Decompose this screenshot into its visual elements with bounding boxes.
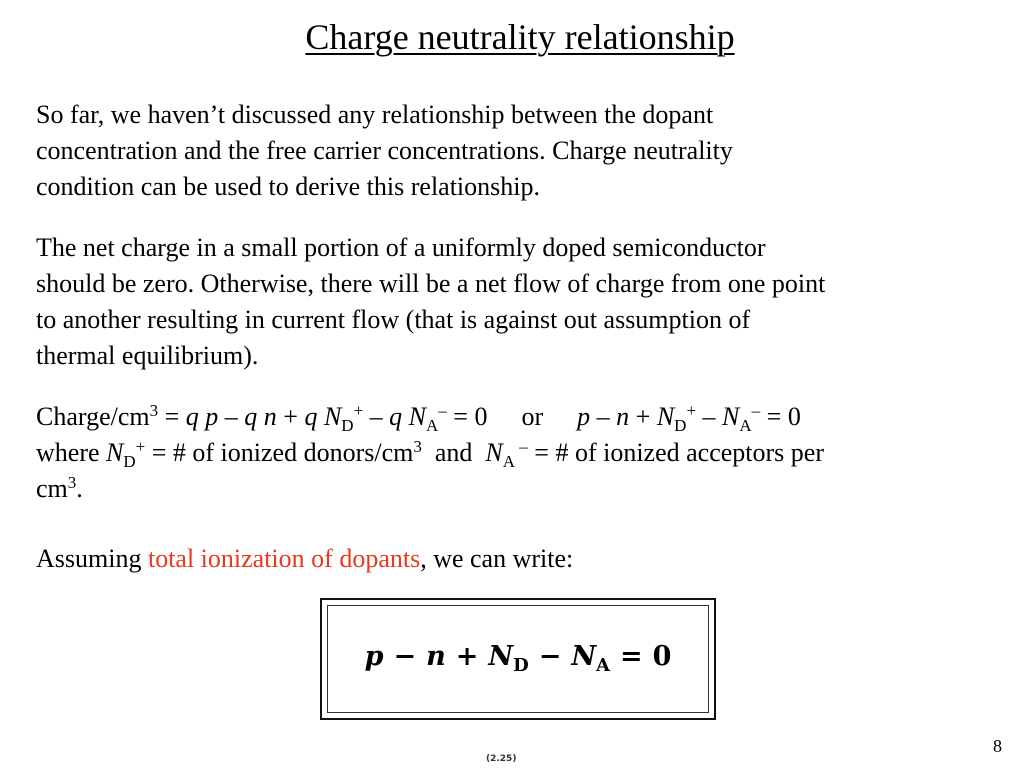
eq-symbol: n	[426, 641, 446, 672]
variable: q n	[244, 402, 277, 431]
net-charge-paragraph	[36, 230, 996, 374]
intro-paragraph	[36, 97, 996, 205]
superscript: –	[515, 437, 528, 456]
eq-symbol: 0	[652, 641, 672, 672]
subscript: A	[426, 416, 439, 435]
page-number: 8	[993, 736, 1002, 756]
text: = 0	[446, 402, 488, 431]
superscript: 3	[67, 473, 77, 492]
variable: N	[485, 438, 503, 467]
slide-title: Charge neutrality relationship	[305, 17, 735, 57]
variable: n	[616, 402, 630, 431]
eq-operator: −	[393, 641, 417, 672]
text: = 0	[760, 402, 801, 431]
text: =	[158, 402, 186, 431]
text-line: to another resulting in current flow (that is against out assumption of	[36, 305, 751, 334]
text: cm	[36, 474, 68, 503]
text-line: should be zero. Otherwise, there will be a net flow of charge from one point	[36, 269, 826, 298]
text: = # of ionized donors/cm	[145, 438, 414, 467]
highlighted-phrase: total ionization of dopants	[147, 544, 421, 573]
charge-neutrality-equation	[322, 640, 714, 674]
assumption-paragraph	[36, 541, 996, 577]
subscript: A	[502, 452, 516, 471]
text: –	[590, 402, 617, 431]
definition-line-cont	[36, 471, 996, 507]
eq-symbol: N	[571, 641, 596, 672]
text: Assuming	[36, 544, 148, 573]
subscript: D	[341, 416, 354, 435]
eq-operator: +	[455, 641, 479, 672]
variable: N	[722, 402, 740, 431]
text: = # of ionized acceptors per	[527, 438, 824, 467]
superscript: –	[438, 401, 447, 420]
equation-number: (2.25)	[486, 754, 517, 764]
text: +	[276, 402, 305, 431]
superscript: +	[686, 401, 697, 420]
text: +	[629, 402, 657, 431]
text-line: So far, we haven’t discussed any relationship between the dopant	[36, 100, 714, 129]
text: , we can write:	[420, 544, 574, 573]
eq-subscript: A	[596, 655, 610, 676]
text: –	[218, 402, 245, 431]
text: and	[421, 438, 486, 467]
text: Charge/cm	[36, 402, 150, 431]
text: –	[696, 402, 723, 431]
eq-symbol: p	[364, 641, 384, 672]
superscript: –	[751, 401, 761, 420]
eq-operator: −	[538, 641, 562, 672]
subscript: A	[739, 416, 752, 435]
text-line: The net charge in a small portion of a uniformly doped semiconductor	[36, 233, 766, 262]
superscript: 3	[413, 437, 422, 456]
charge-equation-line	[36, 399, 996, 435]
assumption-line	[36, 541, 996, 577]
variable: q N	[304, 402, 342, 431]
text: where	[36, 438, 107, 467]
variable: p	[577, 402, 591, 431]
text-line: concentration and the free carrier concentrations. Charge neutrality	[36, 136, 733, 165]
text-line: thermal equilibrium).	[36, 341, 259, 370]
eq-symbol: N	[488, 641, 514, 672]
eq-operator: =	[619, 641, 643, 672]
subscript: D	[123, 452, 136, 471]
text: .	[76, 474, 83, 503]
subscript: D	[674, 416, 687, 435]
variable: N	[656, 402, 675, 431]
eq-subscript: D	[513, 655, 529, 676]
superscript: +	[353, 401, 364, 420]
variable: q N	[389, 402, 427, 431]
superscript: +	[135, 437, 146, 456]
variable: q p	[185, 402, 219, 431]
equation-box	[320, 598, 716, 720]
variable: N	[106, 438, 124, 467]
or-text: or	[521, 402, 544, 431]
text: –	[363, 402, 390, 431]
definition-line	[36, 435, 996, 471]
text-line: condition can be used to derive this relationship.	[36, 172, 540, 201]
superscript: 3	[149, 401, 159, 420]
charge-equation-paragraph	[36, 399, 996, 507]
